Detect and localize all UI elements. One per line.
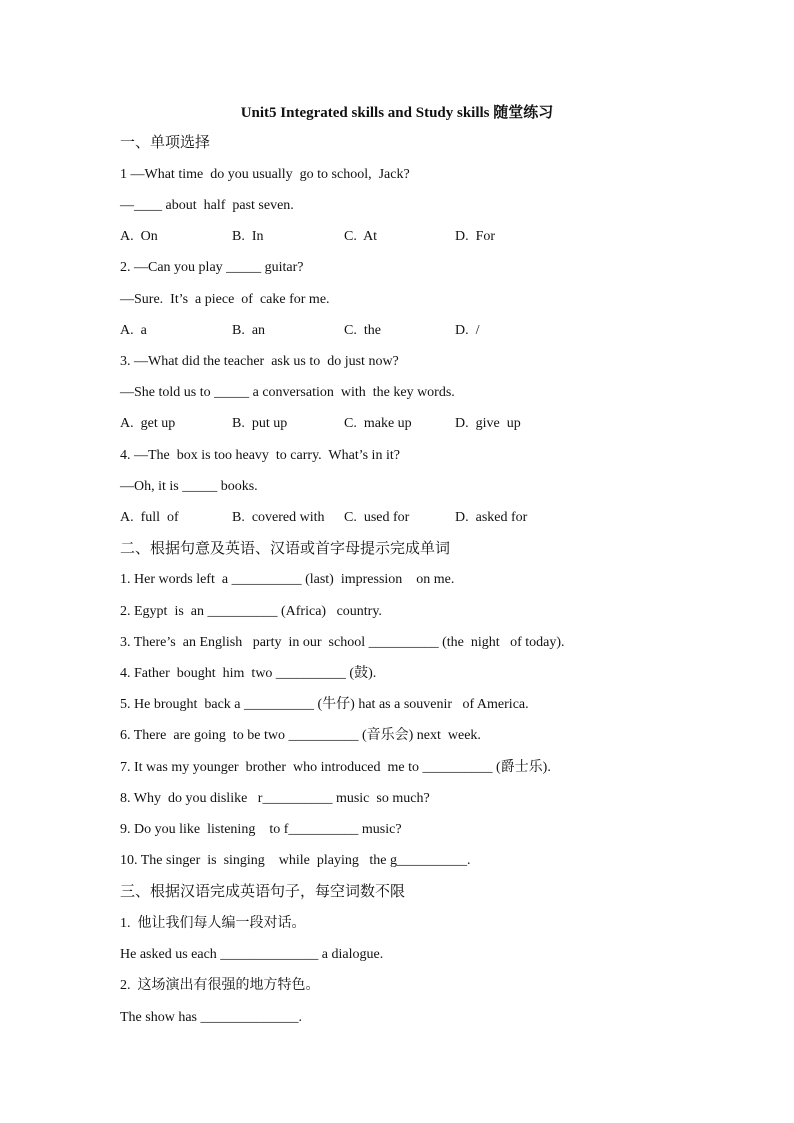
option-b: B. an [232,323,266,338]
question-4-stem: 4. —The box is too heavy to carry. What’s in it? [120,448,400,463]
fill-item-1: 1. Her words left a __________ (last) impression on me. [120,572,455,587]
option-b: B. put up [232,416,288,431]
option-d: D. give up [455,416,521,431]
question-3-reply: —She told us to _____ a conversation with the key words. [120,385,455,400]
section-heading-3: 三、根据汉语完成英语句子，每空词数不限 [120,884,406,900]
question-1-reply: —____ about half past seven. [120,198,294,213]
option-c: C. At [344,229,378,244]
question-3-stem: 3. —What did the teacher ask us to do just now? [120,354,399,369]
fill-item-7: 7. It was my younger brother who introduced me to __________ (爵士乐). [120,760,551,775]
option-a: A. a [120,323,147,338]
option-d: D. / [455,323,480,338]
question-2-reply: —Sure. It’s a piece of cake for me. [120,292,330,307]
fill-item-2: 2. Egypt is an __________ (Africa) country. [120,604,382,619]
question-2-stem: 2. —Can you play _____ guitar? [120,260,304,275]
translate-item-2-chinese: 2. 这场演出有很强的地方特色。 [120,978,320,993]
question-4-reply: —Oh, it is _____ books. [120,479,258,494]
translate-item-1-english: He asked us each ______________ a dialogue. [120,947,384,962]
option-b: B. In [232,229,264,244]
question-1-stem: 1 —What time do you usually go to school, Jack? [120,167,410,182]
option-d: D. For [455,229,496,244]
page-title: Unit5 Integrated skills and Study skills 随堂练习 [240,105,554,121]
fill-item-5: 5. He brought back a __________ (牛仔) hat as a souvenir of America. [120,697,529,712]
section-heading-1: 一、单项选择 [120,135,211,151]
fill-item-3: 3. There’s an English party in our school __________ (the night of today). [120,635,565,650]
option-b: B. covered with [232,510,325,525]
section-heading-2: 二、根据句意及英语、汉语或首字母提示完成单词 [120,541,451,557]
fill-item-9: 9. Do you like listening to f__________ music? [120,822,402,837]
translate-item-1-chinese: 1. 他让我们每人编一段对话。 [120,916,306,931]
translate-item-2-english: The show has ______________. [120,1010,302,1025]
option-c: C. the [344,323,381,338]
option-a: A. get up [120,416,176,431]
fill-item-8: 8. Why do you dislike r__________ music so much? [120,791,430,806]
option-a: A. full of [120,510,179,525]
option-c: C. used for [344,510,410,525]
option-d: D. asked for [455,510,528,525]
option-c: C. make up [344,416,412,431]
fill-item-4: 4. Father bought him two __________ (鼓). [120,666,377,681]
fill-item-10: 10. The singer is singing while playing the g__________. [120,853,471,868]
option-a: A. On [120,229,158,244]
fill-item-6: 6. There are going to be two __________ (音乐会) next week. [120,728,481,743]
